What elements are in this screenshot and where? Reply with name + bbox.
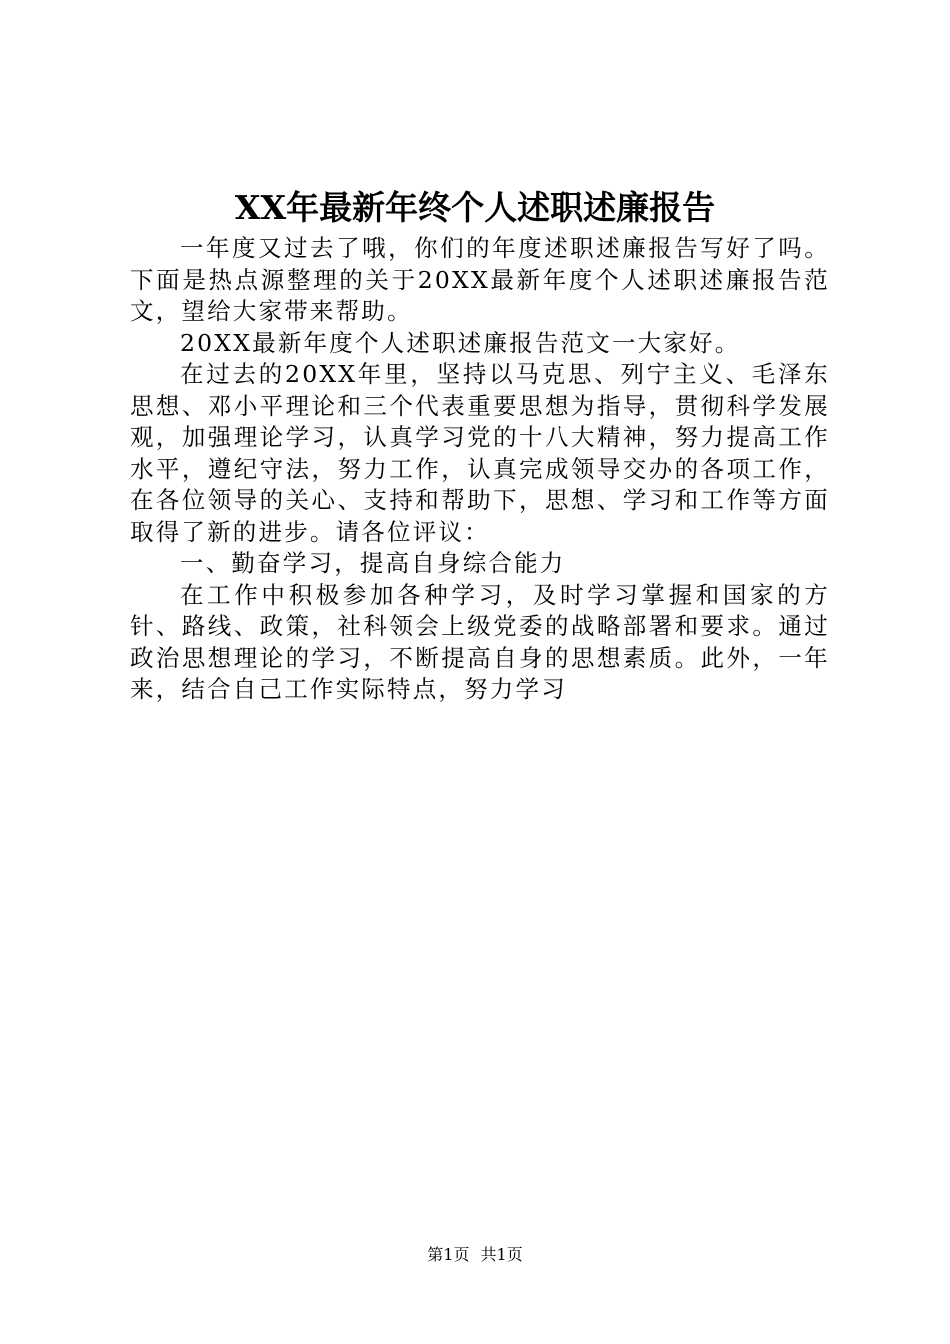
document-title: XX年最新年终个人述职述廉报告 — [234, 188, 716, 227]
page-total: 共1页 — [480, 1245, 523, 1264]
paragraph-greeting: 20XX最新年度个人述职述廉报告范文一大家好。 — [180, 328, 741, 357]
section-heading-1: 一、勤奋学习，提高自身综合能力 — [180, 549, 566, 577]
page-footer — [0, 1244, 950, 1266]
paragraph-review: 在过去的20XX年里，坚持以马克思、列宁主义、毛泽东思想、邓小平理论和三个代表重要思想为指导，贯彻科学发展观，加强理论学习，认真学习党的十八大精神，努力提高工作水平，遵纪守法，努力工作，认真完成领导交办的各项工作，在各位领导的关心、支持和帮助下，思想、学习和工作等方面取得了新的进步。请各位评议： — [130, 360, 830, 546]
paragraph-study: 在工作中积极参加各种学习，及时学习掌握和国家的方针、路线、政策，社科领会上级党委的战略部署和要求。通过政治思想理论的学习，不断提高自身的思想素质。此外，一年来，结合自己工作实际特点，努力学习 — [130, 580, 830, 703]
page-number: 第1页 — [427, 1245, 470, 1264]
document-body — [130, 233, 830, 706]
paragraph-intro: 一年度又过去了哦，你们的年度述职述廉报告写好了吗。下面是热点源整理的关于20XX最新年度个人述职述廉报告范文，望给大家带来帮助。 — [130, 234, 830, 325]
